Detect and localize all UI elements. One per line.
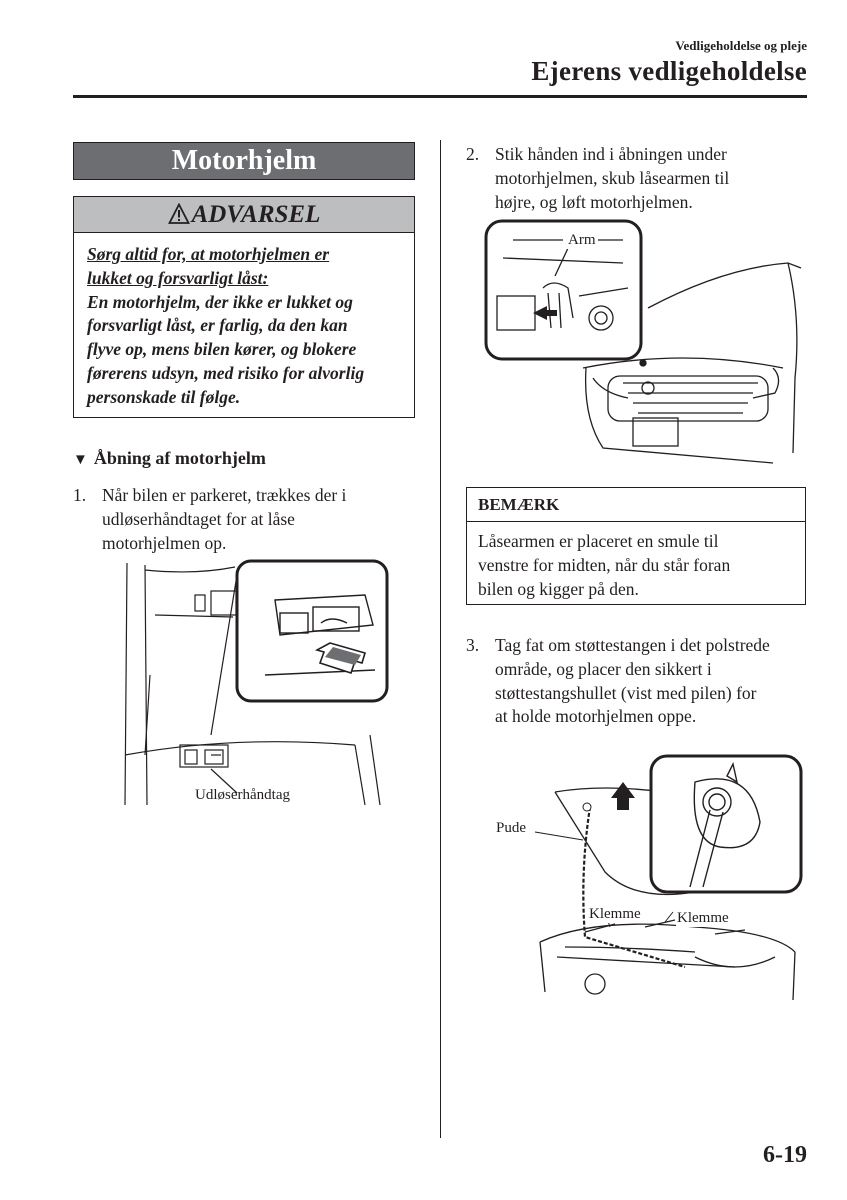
warning-underlined-line: Sørg altid for, at motorhjelmen er xyxy=(87,244,330,264)
step-line: højre, og løft motorhjelmen. xyxy=(495,191,693,212)
header-rule xyxy=(73,95,807,98)
note-line: venstre for midten, når du står foran xyxy=(478,554,731,575)
note-line: Låsearmen er placeret en smule til xyxy=(478,531,719,551)
step-line: Når bilen er parkeret, trækkes der i xyxy=(102,485,347,505)
warning-header xyxy=(74,197,414,233)
pad-label: Pude xyxy=(496,820,526,836)
support-rod-illustration xyxy=(495,752,807,1007)
column-divider xyxy=(440,140,441,1138)
step-line: at holde motorhjelmen oppe. xyxy=(495,706,697,727)
clip-label-2: Klemme xyxy=(677,910,729,926)
warning-line: forsvarligt låst, er farlig, da den kan xyxy=(87,315,348,336)
hood-lever-illustration xyxy=(483,218,808,473)
warning-body xyxy=(74,233,414,410)
warning-line: En motorhjelm, der ikke er lukket og xyxy=(87,291,353,312)
warning-line: førerens udsyn, med risiko for alvorlig xyxy=(87,362,365,383)
subheading-marker-icon: ▼ xyxy=(73,452,88,468)
section-title: Motorhjelm xyxy=(73,142,415,180)
clip-label-1: Klemme xyxy=(589,906,641,922)
header-section-label: Vedligeholdelse og pleje xyxy=(675,38,807,53)
warning-triangle-icon xyxy=(168,203,190,225)
step-3 xyxy=(466,634,811,729)
step-line: område, og placer den sikkert i xyxy=(495,658,712,679)
note-line: bilen og kigger på den. xyxy=(478,578,639,599)
step-1 xyxy=(73,484,423,555)
note-box xyxy=(466,487,806,605)
note-body xyxy=(467,522,805,601)
warning-box xyxy=(73,196,415,418)
release-handle-illustration xyxy=(115,555,395,815)
release-handle-label: Udløserhåndtag xyxy=(195,787,290,803)
header-title: Ejerens vedligeholdelse xyxy=(531,56,807,86)
warning-line: personskade til følge. xyxy=(87,386,241,407)
step-line: motorhjelmen op. xyxy=(102,532,227,553)
step-line: Tag fat om støttestangen i det polstrede xyxy=(495,635,770,655)
warning-underlined-line: lukket og forsvarligt låst: xyxy=(87,267,269,288)
step-number: 2. xyxy=(466,144,480,164)
step-line: motorhjelmen, skub låsearmen til xyxy=(495,167,730,188)
subheading-text: Åbning af motorhjelm xyxy=(93,448,266,468)
page-number: 6-19 xyxy=(763,1142,807,1168)
step-line: udløserhåndtaget for at låse xyxy=(102,508,295,529)
warning-line: flyve op, mens bilen kører, og blokere xyxy=(87,339,357,360)
step-2 xyxy=(466,143,811,214)
note-title: BEMÆRK xyxy=(467,488,805,522)
subheading xyxy=(73,448,266,469)
step-number: 3. xyxy=(466,635,480,655)
arm-label: Arm xyxy=(568,232,596,248)
warning-title: ADVARSEL xyxy=(191,201,321,228)
step-line: støttestangshullet (vist med pilen) for xyxy=(495,682,757,703)
step-number: 1. xyxy=(73,485,87,505)
step-line: Stik hånden ind i åbningen under xyxy=(495,144,727,164)
